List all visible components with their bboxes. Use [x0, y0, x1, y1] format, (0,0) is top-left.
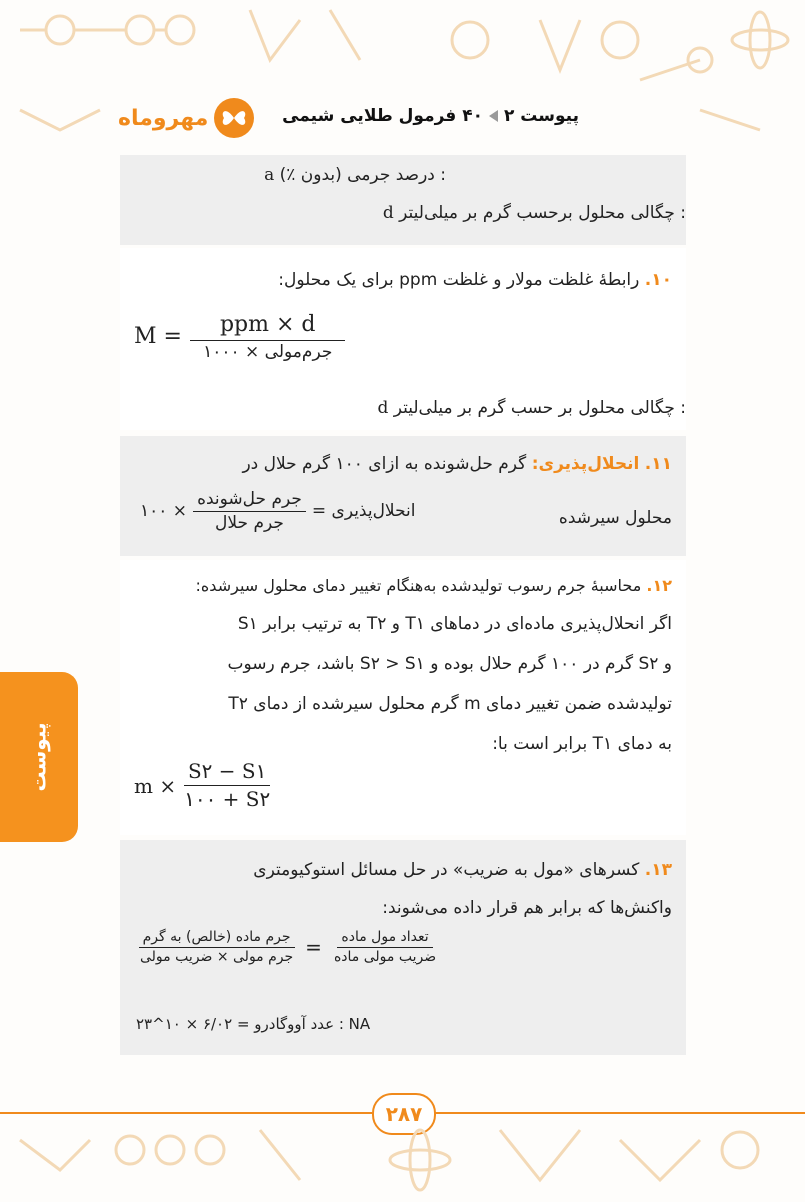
avogadro-formula: NA : عدد آووگادرو = ۶/۰۲ × ۱۰^۲۳ — [136, 1015, 371, 1033]
item-text: گرم حل‌شونده به ازای ۱۰۰ گرم حلال در — [242, 454, 527, 474]
item-text: واکنش‌ها که برابر هم قرار داده می‌شوند: — [382, 898, 672, 918]
item-text: و S۲ گرم در ۱۰۰ گرم حلال بوده و S۲ > S۱ باشد، جرم رسوب — [227, 654, 672, 674]
formula-lhs: انحلال‌پذیری = — [311, 500, 416, 521]
footer-line-left — [0, 1112, 372, 1114]
d-symbol: d — [377, 398, 389, 418]
item-text: کسرهای «مول به ضریب» در حل مسائل استوکیومتری — [253, 860, 640, 880]
right-numerator: جرم ماده (خالص) به گرم — [139, 928, 295, 948]
footer-line-right — [434, 1112, 805, 1114]
formula-denominator: ۱۰۰ + S۲ — [184, 787, 271, 811]
formula-numerator: ppm × d — [190, 310, 346, 341]
item-text: اگر انحلال‌پذیری ماده‌ای در دماهای T۱ و T۲ به ترتیب برابر S۱ — [237, 614, 672, 634]
item-number: ۱۲. — [646, 576, 672, 595]
breadcrumb-section: پیوست ۲ — [503, 106, 579, 126]
item-title: رابطهٔ غلظت مولار و غلظت ppm برای یک محلول: — [278, 270, 640, 290]
appendix-side-tab — [0, 672, 78, 842]
equals-sign: = — [305, 935, 322, 960]
side-tab-label: پیوست — [27, 722, 51, 792]
formula-denominator: جرم حلال — [215, 512, 284, 533]
item-text: به دمای T۱ برابر است با: — [492, 734, 672, 754]
item-title: محاسبهٔ جرم رسوب تولیدشده به‌هنگام تغییر دمای محلول سیرشده: — [195, 576, 642, 595]
item-13 — [120, 840, 686, 1055]
definitions-block — [120, 155, 686, 245]
item-10 — [120, 248, 686, 430]
left-fraction — [330, 928, 440, 967]
page-header — [0, 92, 805, 148]
breadcrumb-title: ۴۰ فرمول طلایی شیمی — [282, 106, 483, 126]
item-12 — [120, 560, 686, 835]
formula-multiplier: × ۱۰۰ — [140, 500, 188, 521]
formula-fraction — [190, 310, 346, 364]
page-number: ۲۸۷ — [372, 1093, 436, 1135]
d-symbol: d — [382, 203, 394, 223]
left-numerator: تعداد مول ماده — [337, 928, 432, 948]
item-text: تولیدشده ضمن تغییر دمای m گرم محلول سیرشده از دمای T۲ — [228, 694, 672, 714]
item-number: ۱۳. — [644, 860, 672, 880]
formula-fraction — [193, 488, 306, 535]
formula-lhs: M = — [134, 324, 182, 350]
a-definition: : درصد جرمی (بدون ٪) — [279, 165, 446, 185]
item-text: محلول سیرشده — [558, 508, 672, 528]
formula-numerator: S۲ − S۱ — [184, 758, 270, 786]
item-number: ۱۱. — [644, 454, 672, 474]
d-definition: : چگالی محلول بر حسب گرم بر میلی‌لیتر — [393, 398, 686, 418]
left-denominator: ضریب مولی ماده — [333, 948, 437, 965]
formula-numerator: جرم حل‌شونده — [193, 488, 306, 512]
item-number: ۱۰. — [644, 270, 672, 290]
breadcrumb — [282, 106, 579, 126]
formula-denominator: جرم‌مولی × ۱۰۰۰ — [203, 341, 333, 362]
butterfly-logo-icon — [214, 98, 254, 138]
d-definition: : چگالی محلول برحسب گرم بر میلی‌لیتر — [399, 203, 686, 223]
logo-text: مهروماه — [118, 105, 209, 131]
item-11 — [120, 436, 686, 556]
right-fraction — [136, 928, 297, 967]
right-denominator: جرم مولی × ضریب مولی — [140, 948, 294, 965]
item-term: انحلال‌پذیری: — [531, 454, 640, 474]
formula-lhs: m × — [134, 773, 177, 798]
formula-fraction — [180, 758, 274, 813]
a-symbol: a — [264, 165, 275, 185]
brand-logo — [118, 98, 254, 138]
arrow-left-icon — [489, 110, 498, 122]
